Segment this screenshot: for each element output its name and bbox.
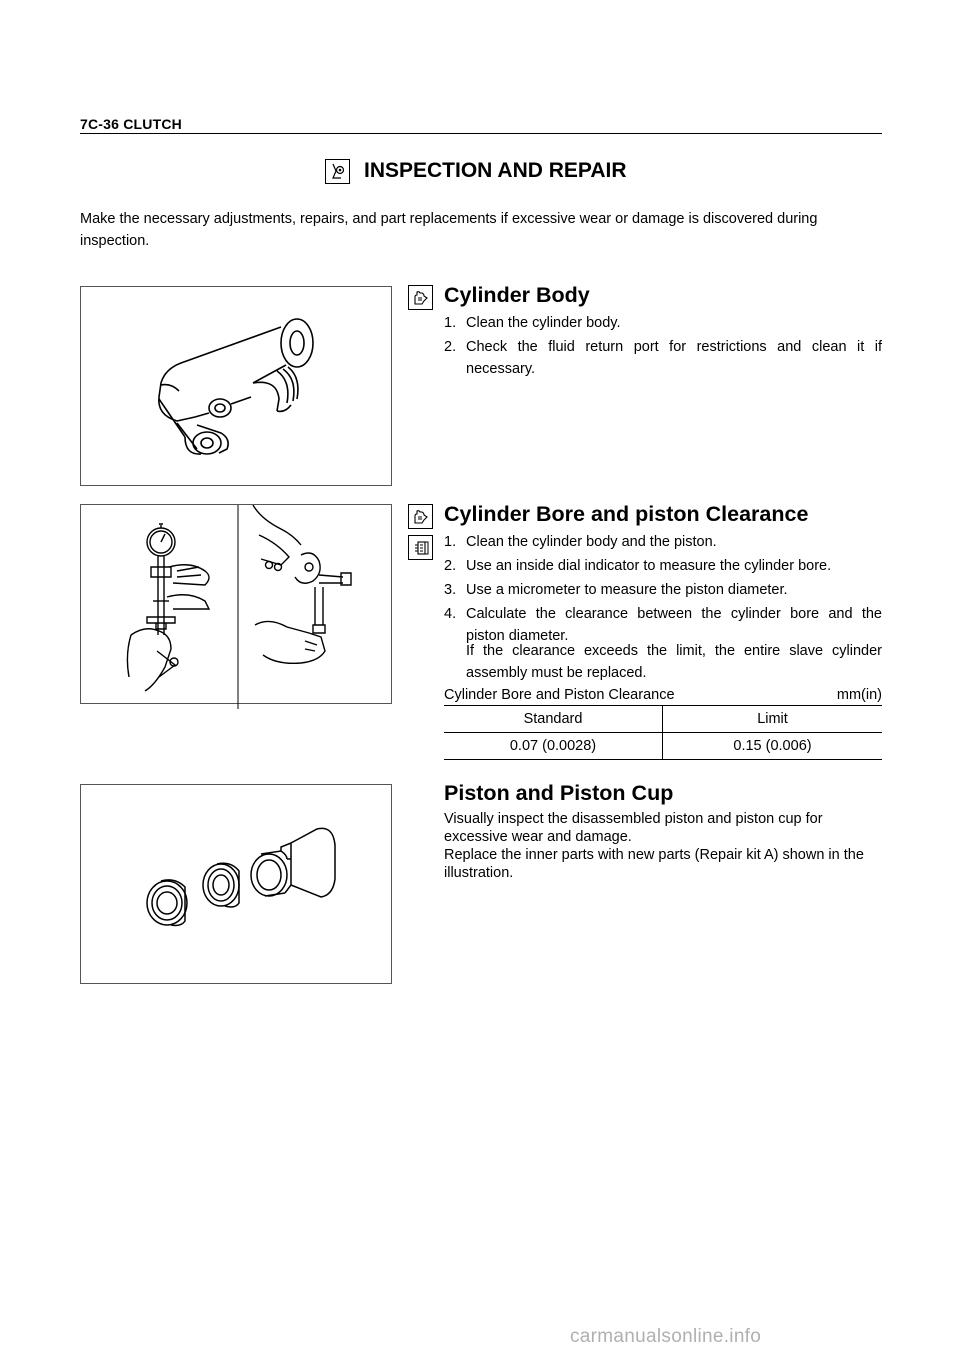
table-header-row (444, 706, 882, 733)
bore-measurement-figure (80, 504, 392, 704)
spec-title: Cylinder Bore and Piston Clearance (444, 687, 675, 703)
spec-unit: mm(in) (836, 687, 882, 703)
bore-clearance-steps (444, 531, 882, 649)
list-item: 1. Clean the cylinder body. (444, 315, 621, 331)
watermark: carmanualsonline.info (570, 1326, 762, 1347)
table-row (444, 733, 882, 760)
list-item: 2. Check the fluid return port for restrictions and clean it if necessary. (444, 339, 882, 377)
list-item: 3. Use a micrometer to measure the piston diameter. (444, 582, 788, 598)
cylinder-body-title: Cylinder Body (444, 283, 590, 307)
replacement-note: If the clearance exceeds the limit, the entire slave cylinder assembly must be replaced. (466, 643, 882, 681)
page-header: 7C-36 CLUTCH (80, 116, 182, 132)
spec-caption (444, 687, 882, 703)
page-title: INSPECTION AND REPAIR (364, 159, 627, 182)
cylinder-body-steps (444, 312, 882, 382)
inspect-hand-icon (408, 285, 433, 310)
measure-icon (408, 535, 433, 560)
cylinder-body-figure (80, 286, 392, 486)
table-header-cell: Limit (663, 706, 883, 733)
section-heading (325, 155, 627, 187)
bore-clearance-title: Cylinder Bore and piston Clearance (444, 502, 809, 526)
list-item: 1. Clean the cylinder body and the piston. (444, 534, 717, 550)
paragraph: Visually inspect the disassembled piston and piston cup for excessive wear and damage. (444, 811, 823, 845)
piston-cup-title: Piston and Piston Cup (444, 781, 674, 805)
piston-cup-figure (80, 784, 392, 984)
table-cell: 0.07 (0.0028) (444, 733, 663, 760)
list-item: 2. Use an inside dial indicator to measure the cylinder bore. (444, 558, 832, 574)
table-header-cell: Standard (444, 706, 663, 733)
clearance-spec-table (444, 705, 882, 760)
piston-cup-illustration (81, 785, 391, 983)
paragraph: Replace the inner parts with new parts (Repair kit A) shown in the illustration. (444, 847, 864, 881)
inspect-hand-icon (408, 504, 433, 529)
list-item: 4. Calculate the clearance between the cylinder bore and the piston diameter. (444, 606, 882, 644)
table-cell: 0.15 (0.006) (663, 733, 883, 760)
piston-cup-text (444, 810, 882, 882)
inspection-eye-icon (325, 159, 350, 184)
cylinder-body-illustration (81, 287, 391, 485)
header-rule (80, 133, 882, 134)
bore-measurement-illustration (81, 505, 391, 709)
intro-paragraph: Make the necessary adjustments, repairs, and part replacements if excessive wear or damage is discovered during inspection. (80, 211, 818, 249)
